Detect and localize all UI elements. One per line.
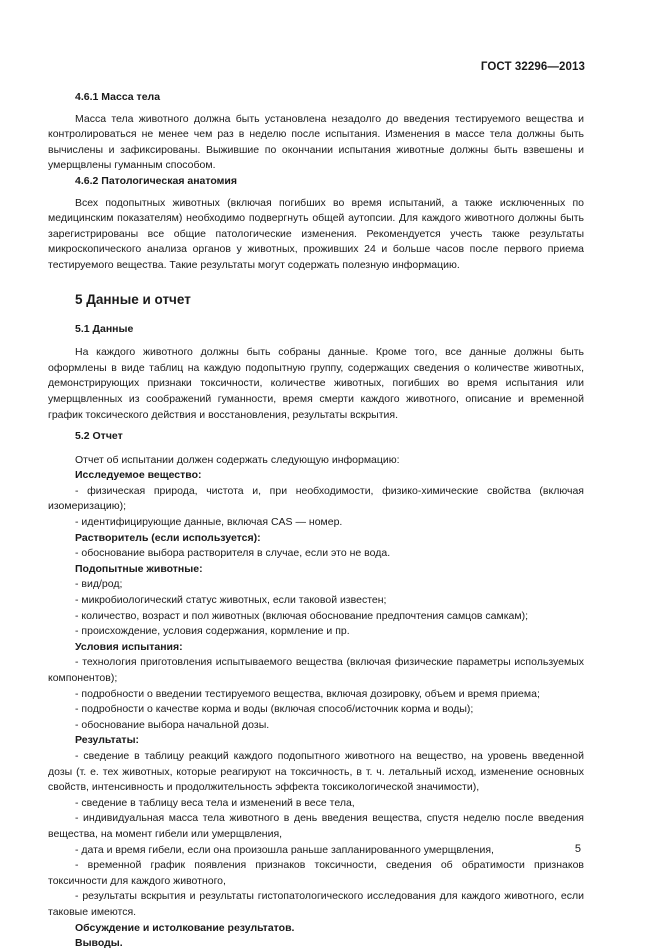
list-item: - вид/род;: [75, 578, 123, 591]
group-label: Растворитель (если используется):: [75, 531, 261, 544]
list-item: - обоснование выбора начальной дозы.: [75, 718, 270, 731]
section-4-6-1-text: Масса тела животного должна быть установлена незадолго до введения тестируемого вещества и контролироваться не менее чем раз в неделю после испытания. Изменения в массе тела должны быть вычислены и зафиксированы. Выжившие по окончании испытания животные должны быть взвешены и умерщвлены гуманным способом.: [48, 112, 584, 172]
group-label: Подопытные животные:: [75, 562, 203, 575]
list-item: - обоснование выбора растворителя в случае, если это не вода.: [75, 547, 391, 560]
list-item: - подробности о введении тестируемого вещества, включая дозировку, объем и время приема;: [75, 687, 540, 700]
list-item: - сведение в таблицу реакций каждого подопытного животного на вещество, на уровень введенной дозы (т. е. тех животных, которые реагируют на токсичность, в т. ч. летальный исход, изменение основных свойств, интенсивность и продолжительность эффекта токсикологической значимости),: [48, 749, 584, 794]
list-item: - подробности о качестве корма и воды (включая способ/источник корма и воды);: [75, 703, 474, 716]
group-label: Условия испытания:: [75, 640, 183, 653]
document-code: ГОСТ 32296—2013: [480, 61, 585, 73]
group-label: Результаты:: [75, 734, 140, 747]
group-label: Обсуждение и истолкование результатов.: [75, 921, 295, 934]
page-content: [48, 90, 584, 952]
list-item: - технология приготовления испытываемого вещества (включая физические параметры используемых компонентов);: [48, 656, 584, 684]
section-5-2-title: 5.2 Отчет: [75, 430, 123, 443]
group-label: Исследуемое вещество:: [75, 469, 202, 482]
list-item: - временной график появления признаков токсичности, сведения об обратимости признаков токсичности для каждого животного,: [48, 859, 584, 887]
page-number: 5: [574, 843, 581, 855]
list-item: - индивидуальная масса тела животного в день введения вещества, спустя неделю после введения вещества, на момент гибели или умерщвления,: [48, 812, 584, 840]
list-item: - происхождение, условия содержания, кормление и пр.: [75, 625, 350, 638]
list-item: - дата и время гибели, если она произошла раньше запланированного умерщвления,: [75, 843, 494, 856]
section-5-2-intro: Отчет об испытании должен содержать следующую информацию:: [75, 453, 400, 466]
section-5-title: 5 Данные и отчет: [75, 291, 191, 307]
group-label: Выводы.: [75, 937, 123, 950]
list-item: - количество, возраст и пол животных (включая обоснование предпочтения самцов самкам);: [75, 609, 529, 622]
list-item: - результаты вскрытия и результаты гистопатологического исследования для каждого животного, если таковые имеются.: [48, 890, 584, 918]
list-item: - физическая природа, чистота и, при необходимости, физико-химические свойства (включая изомеризацию);: [48, 484, 584, 513]
section-5-1-title: 5.1 Данные: [75, 322, 134, 335]
section-4-6-2-title: 4.6.2 Патологическая анатомия: [75, 174, 238, 187]
list-item: - сведение в таблицу веса тела и изменений в весе тела,: [75, 796, 355, 809]
list-item: - идентифицирующие данные, включая CAS — номер.: [75, 516, 343, 529]
section-4-6-1-title: 4.6.1 Масса тела: [75, 91, 161, 103]
list-item: - микробиологический статус животных, если таковой известен;: [75, 594, 387, 607]
section-5-1-text: На каждого животного должны быть собраны данные. Кроме того, все данные должны быть оформлены в виде таблиц на каждую подопытную группу, содержащих сведения о количестве животных, демонстрирующих признаки токсичности, количестве животных, погибших во время испытания или умерщвленных из соображений гуманности, время смерти каждого животного, описание и временной график токсического действия и восстановления, результаты вскрытия.: [48, 346, 584, 421]
section-4-6-2-text: Всех подопытных животных (включая погибших во время испытаний, а также исключенных по медицинским показателям) необходимо подвергнуть общей аутопсии. Для каждого животного должны быть зарегистрированы все общие патологические изменения. Рекомендуется учесть также результаты микроскопического анализа органов у животных, проживших 24 и больше часов после первого приема тестируемого вещества. Такие результаты могут содержать полезную информацию.: [48, 196, 584, 271]
